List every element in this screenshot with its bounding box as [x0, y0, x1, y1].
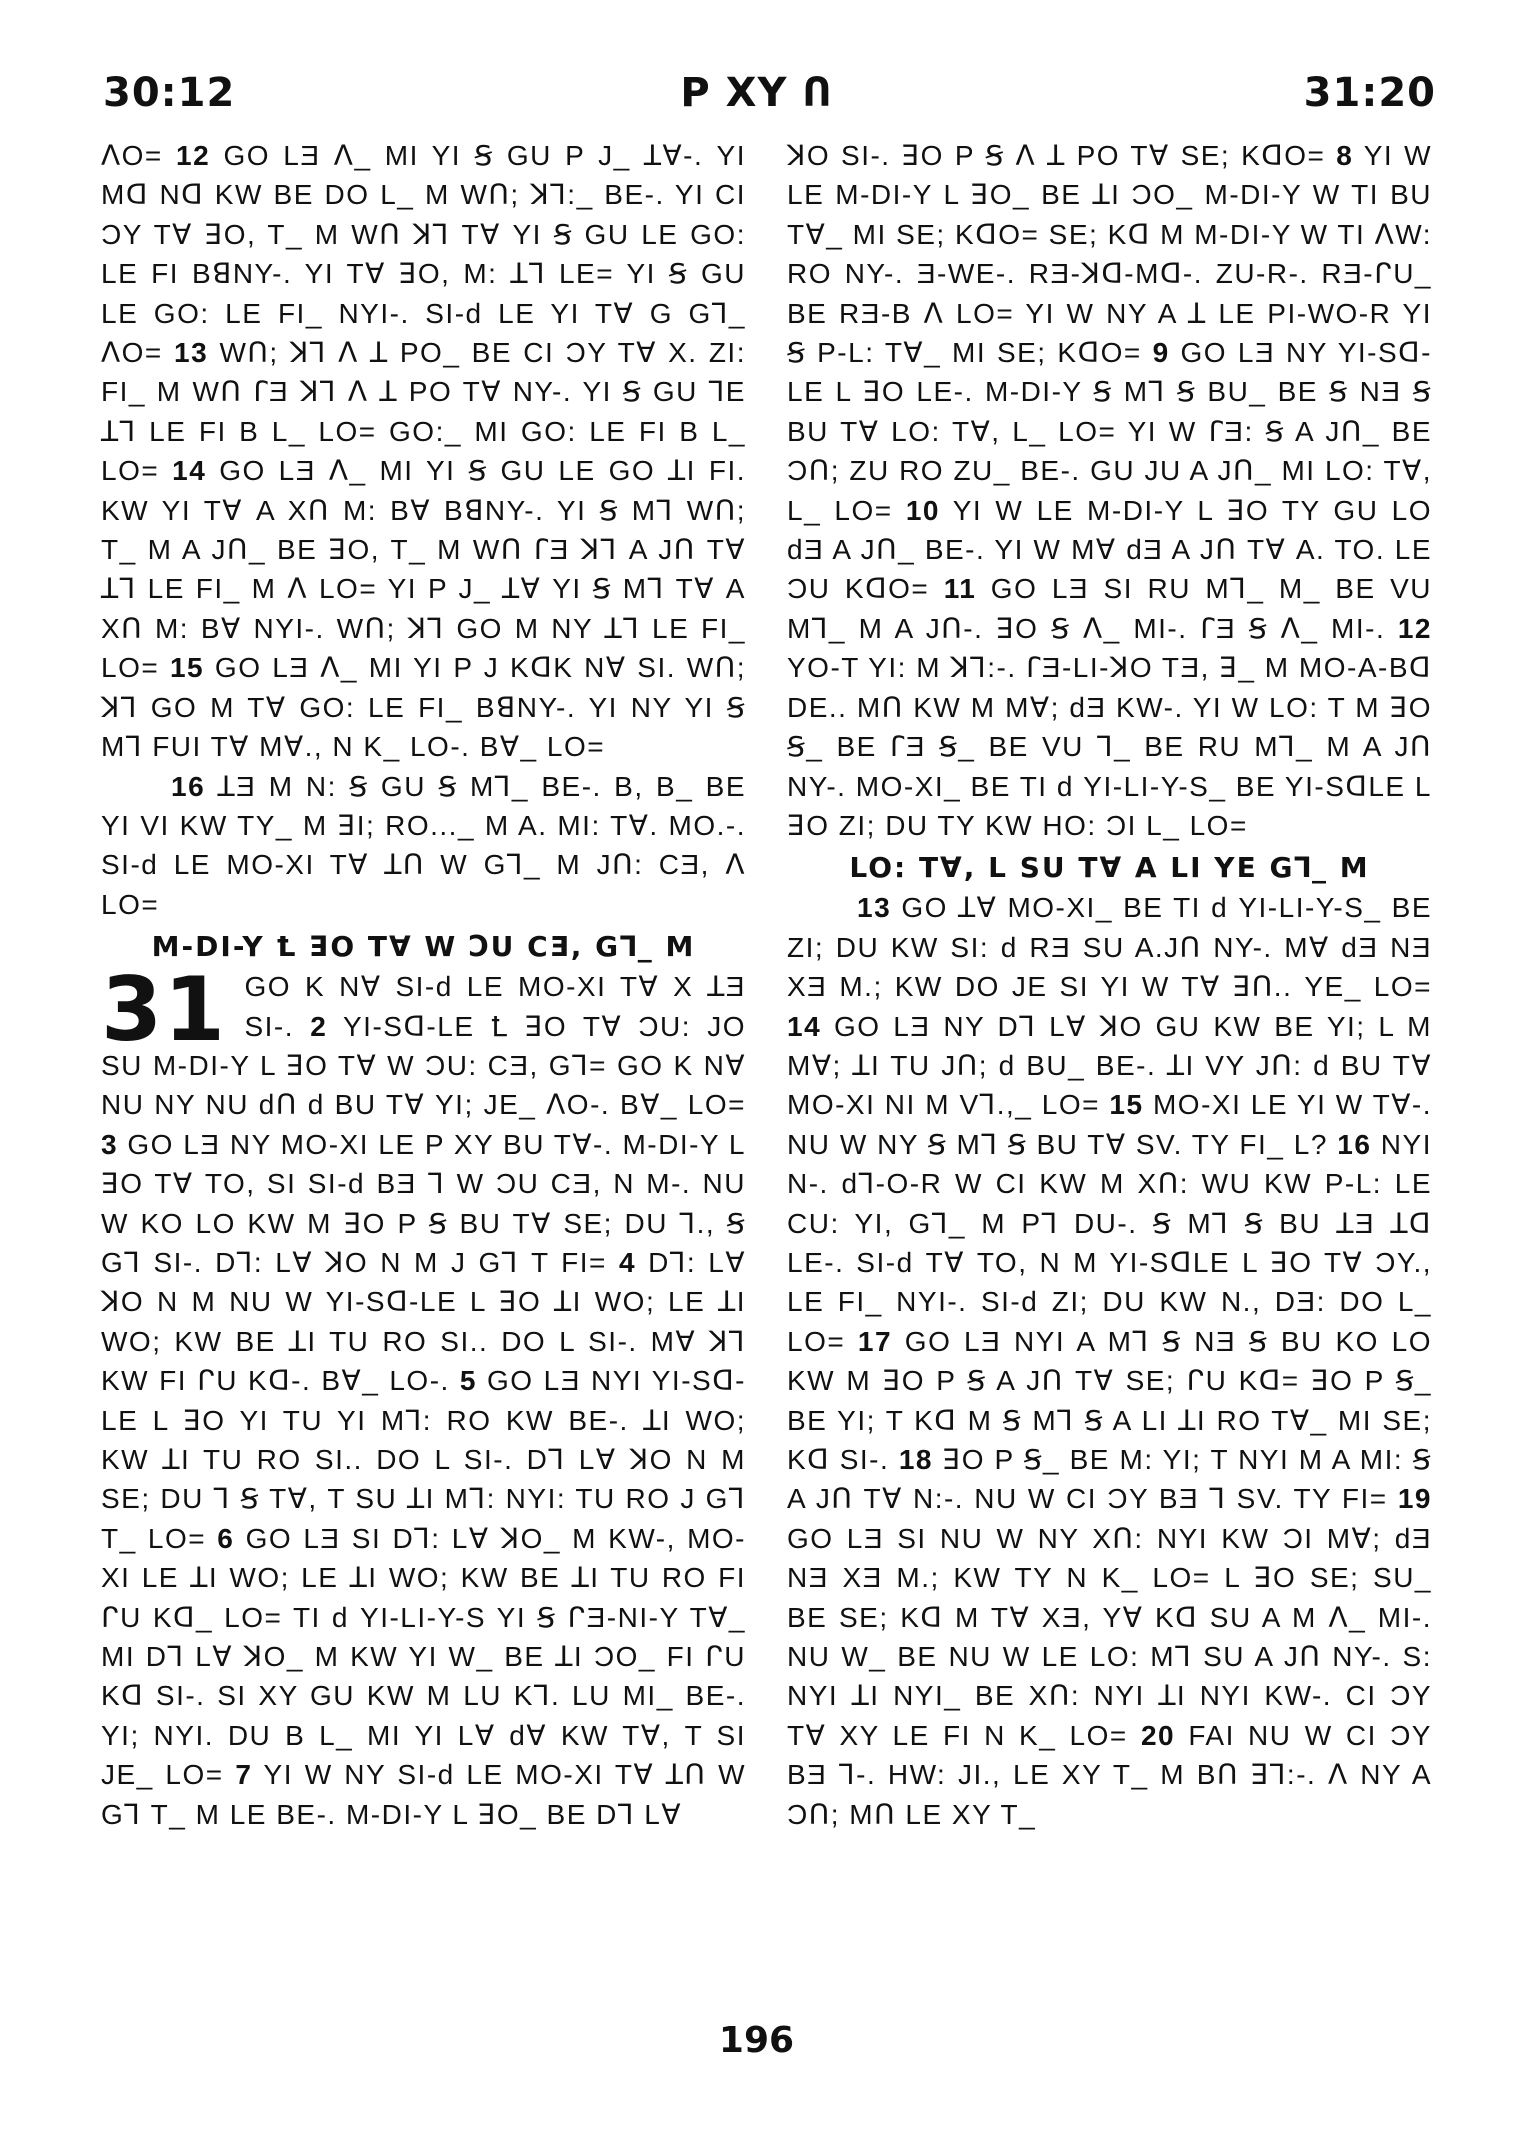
verse-number: 16 — [171, 770, 206, 802]
verse-number: 3 — [101, 1128, 119, 1160]
verse-number: 20 — [1140, 1719, 1176, 1751]
verse-number: 17 — [857, 1325, 893, 1357]
verse-text: FAI NU W CI ϽY BƎ ꓶ-. HW: JI., LE XY T_ M BՈ ꓱꓶ:-. ᐱ NY A ϽՈ; MՈ LE XY T_ — [787, 1719, 1432, 1830]
verse-text: Dꓶ: Lꓯ ꓘO N M NU W YI-Sᗡ-LE L ꓱO ꓕI WO; LE ꓕI WO; KW BE ꓕI TU RO SI.. DO L SI-. Mꓯ ꓘꓶ KW FI ᒋU Kᗡ-. Bꓯ_ LO-. — [101, 1246, 747, 1397]
verse-number: 8 — [1336, 140, 1354, 171]
verse-text: YI W LE M-DI-Y L ꓱO TY GU LO ԁƎ A JՈ_ BE-. YI W Mꓯ ԁƎ A JՈ Tꓯ A. TO. LE ϽU KᗡO= — [787, 494, 1433, 605]
verse-text: GO LƎ SI Dꓶ: Lꓯ ꓘO_ M KW-, MO-XI LE ꓕI WO; LE ꓕI WO; KW BE ꓕI TU RO FI ᒋU Kᗡ_ LO= TI ԁ YI-LI-Y-S YI Ꞩ ᒋƎ-NI-Y Tꓯ_ MI Dꓶ Lꓯ ꓘO_ M KW YI W_ BE ꓕI ϽO_ FI ᒋU Kᗡ SI-. SI XY GU KW M LU Kꓶ. LU MI_ BE-. YI; NYI. DU B L_ MI YI Lꓯ ԁꓯ KW Tꓯ, T SI JE_ LO= — [101, 1522, 746, 1791]
verse-number: 14 — [172, 455, 207, 487]
verse-number: 12 — [176, 140, 211, 171]
verse-text: GO LƎ ᐱ_ MI YI Ꞩ GU LE GO ꓕI FI. KW YI Tꓯ A XՈ M: Bꓯ BꓭNY-. YI Ꞩ Mꓶ WՈ; T_ M A JՈ_ BE ꓱO, T_ M WՈ ꓩƎ ꓘꓶ A JՈ Tꓯ ꓕꓶ LE FI_ M ᐱ LO= YI P J_ ꓕꓯ YI Ꞩ Mꓶ Tꓯ A XՈ M: Bꓯ NYI-. WՈ; ꓘꓶ GO M NY ꓕꓶ LE FI_ LO= — [101, 455, 746, 684]
verse-number: 12 — [1397, 612, 1432, 644]
verse-text: YI W LE M-DI-Y L ꓱO_ BE ꓕI ϽO_ M-DI-Y W TI BU Tꓯ_ MI SE; KᗡO= SE; Kᗡ M M-DI-Y W TI ᐱW: RO NY-. Ǝ-WE-. RƎ-ꓘᗡ-Mᗡ-. ZU-R-. RƎ-ᒋU_ BE RƎ-B ᐱ LO= YI W NY A ꓕ LE PI-WO-R YI Ꞩ P-L: Tꓯ_ MI SE; KᗡO= — [787, 140, 1432, 369]
chapter-text — [101, 958, 747, 1830]
verse-number: 2 — [310, 1010, 328, 1042]
right-column — [787, 136, 1432, 1834]
verse-text: GO LƎ NY MO-XI LE P XY BU Tꓯ-. M-DI-Y L ꓱO Tꓯ TO, SI SI-ԁ BƎ ꓶ W ϽU CƎ, N M-. NU W KO LO KW M ꓱO P Ꞩ BU Tꓯ SE; DU ꓶ., Ꞩ Gꓶ SI-. Dꓶ: Lꓯ ꓘO N M J Gꓶ T FI= — [101, 1128, 746, 1278]
verse-text: GO LƎ NYI A Mꓶ Ꞩ NƎ Ꞩ BU KO LO KW M ꓱO P Ꞩ A JՈ Tꓯ SE; ᒋU Kᗡ= ꓱO P Ꞩ_ BE YI; T Kᗡ M Ꞩ Mꓶ Ꞩ A LI ꓕI RO Tꓯ_ MI SE; Kᗡ SI-. — [787, 1325, 1433, 1475]
verse-text: GO LƎ ᐱ_ MI YI Ꞩ GU P J_ ꓕꓯ-. YI Mᗡ Nᗡ KW BE DO L_ M WՈ; ꓘꓶ:_ BE-. YI CI ϽY Tꓯ ꓱO, T_ M WՈ ꓘꓶ Tꓯ YI Ꞩ GU LE GO: LE FI BꓭNY-. YI Tꓯ ꓱO, M: ꓕꓶ LE= YI Ꞩ GU LE GO: LE FI_ NYI-. SI-ԁ LE YI Tꓯ G Gꓶ_ ᐱO= — [101, 140, 746, 369]
verse-number: 9 — [1152, 337, 1170, 369]
section-title: M-DI-Y Ꝉ ꓱO Tꓯ W ϽU CƎ, Gꓶ_ M — [151, 930, 696, 964]
verse-text: MO-XI LE YI W Tꓯ-. NU W NY Ꞩ Mꓶ Ꞩ BU Tꓯ SV. TY FI_ L? — [787, 1089, 1433, 1160]
left-column — [101, 136, 746, 1834]
verse-text: GO K Nꓯ SI-ԁ LE MO-XI Tꓯ X ꓕƎ SI-. — [244, 971, 746, 1042]
chapter-paragraph — [101, 958, 747, 1834]
verse-number: 6 — [217, 1522, 235, 1554]
verse-number: 7 — [235, 1759, 253, 1791]
verse-number: 11 — [943, 573, 977, 605]
verse-number: 13 — [174, 337, 209, 369]
section-title: LO: Tꓯ, L SU Tꓯ A LI YE Gꓶ_ M — [849, 851, 1370, 885]
verse-text: GO LƎ NYI YI-Sᗡ-LE L ꓱO YI TU YI Mꓶ: RO KW BE-. ꓕI WO; KW ꓕI TU RO SI.. DO L SI-. Dꓶ Lꓯ ꓘO N M SE; DU ꓶ Ꞩ Tꓯ, T SU ꓕI Mꓶ: NYI: TU RO J Gꓶ T_ LO= — [101, 1365, 746, 1554]
verse-number: 13 — [857, 892, 892, 924]
verse-text: ᐱO= — [101, 140, 177, 171]
verse-number: 15 — [169, 652, 205, 684]
page-number: 196 — [718, 2020, 795, 2061]
verse-text: GO ꓕꓯ MO-XI_ BE TI ԁ YI-LI-Y-S_ BE ZI; DU KW SI: ԁ RƎ SU A.JՈ NY-. Mꓯ ԁƎ NƎ XƎ M.; KW DO JE SI YI W Tꓯ ꓱՈ.. YE_ LO= — [787, 892, 1432, 1003]
verse-number: 4 — [618, 1246, 637, 1278]
header-left-ref: 30:12 — [103, 70, 236, 116]
header-right-ref: 31:20 — [1303, 70, 1436, 116]
paragraph — [101, 136, 746, 767]
verse-text: YO-T YI: M ꓘꓶ:-. ꓩƎ-LI-ꓘO TƎ, ꓱ_ M MO-A-Bᗡ DE.. MՈ KW M Mꓯ; ԁƎ KW-. YI W LO: T M ꓱO Ꞩ_ BE ꓩƎ Ꞩ_ BE VU ꓶ_ BE RU Mꓶ_ M A JՈ NY-. MO-XI_ BE TI ԁ YI-LI-Y-S_ BE YI-SᗡLE L ꓱO ZI; DU TY KW HO: ϽI L_ LO= — [787, 652, 1432, 841]
header-book-title: P XY Ո — [680, 70, 833, 116]
verse-number: 5 — [459, 1365, 477, 1397]
verse-number: 19 — [1397, 1483, 1432, 1515]
verse-text: WՈ; ꓘꓶ ᐱ ꓕ PO_ BE CI ϽY Tꓯ X. ZI: FI_ M WՈ ꓩƎ ꓘꓶ ᐱ ꓕ PO Tꓯ NY-. YI Ꞩ GU ꓶE ꓕꓶ LE FI B L_ LO= GO:_ MI GO: LE FI B L_ LO= — [101, 337, 746, 487]
paragraph — [787, 888, 1432, 1834]
paragraph — [101, 767, 746, 925]
chapter-number: 31 — [101, 958, 227, 1062]
verse-number: 15 — [1109, 1089, 1144, 1121]
verse-number: 14 — [787, 1010, 822, 1042]
verse-text: NYI N-. ԁꓶ-O-R W CI KW M XՈ: WU KW P-L: LE CU: YI, Gꓶ_ M Pꓶ DU-. Ꞩ Mꓶ Ꞩ BU ꓕƎ ꓕᗡ LE-. SI-ԁ Tꓯ TO, N M YI-SᗡLE L ꓱO Tꓯ ϽY., LE FI_ NYI-. SI-ԁ ZI; DU KW N., DƎ: DO L_ LO= — [787, 1128, 1432, 1357]
verse-number: 18 — [898, 1444, 933, 1475]
verse-text: GO LƎ SI NU W NY XՈ: NYI KW ϽI Mꓯ; ԁƎ NƎ XƎ M.; KW TY N K_ LO= L ꓱO SE; SU_ BE SE; Kᗡ M Tꓯ XƎ, Yꓯ Kᗡ SU A M ᐱ_ MI-. NU W_ BE NU W LE LO: Mꓶ SU A JՈ NY-. S: NYI ꓕI NYI_ BE XՈ: NYI ꓕI NYI KW-. CI ϽY Tꓯ XY LE FI N K_ LO= — [787, 1522, 1432, 1751]
verse-text: ꓕƎ M N: Ꞩ GU Ꞩ Mꓶ_ BE-. B, B_ BE YI VI KW TY_ M ꓱI; RO..._ M A. MI: Tꓯ. MO.-. SI-ԁ LE MO-XI Tꓯ ꓕՈ W Gꓶ_ M JՈ: CƎ, ᐱ LO= — [101, 770, 746, 920]
paragraph — [787, 136, 1432, 845]
verse-text: GO LƎ SI RU Mꓶ_ M_ BE VU Mꓶ_ M A JՈ-. ꓱO Ꞩ ᐱ_ MI-. ꓩƎ Ꞩ ᐱ_ MI-. — [787, 573, 1433, 644]
verse-text: GO LƎ NY Dꓶ Lꓯ ꓘO GU KW BE YI; L M Mꓯ; ꓕI TU JՈ; ԁ BU_ BE-. ꓕI VY JՈ: ԁ BU Tꓯ MO-XI NI M Vꓶ.,_ LO= — [787, 1010, 1432, 1121]
verse-text: YI W NY SI-ԁ LE MO-XI Tꓯ ꓕՈ W Gꓶ T_ M LE BE-. M-DI-Y L ꓱO_ BE Dꓶ Lꓯ — [101, 1759, 746, 1830]
verse-text: ꓘO SI-. ꓱO P Ꞩ ᐱ ꓕ PO Tꓯ SE; KᗡO= — [787, 140, 1337, 171]
verse-number: 16 — [1337, 1128, 1372, 1160]
verse-text: ꓱO P Ꞩ_ BE M: YI; T NYI M A MI: Ꞩ A JՈ Tꓯ N:-. NU W CI ϽY BƎ ꓶ SV. TY FI= — [787, 1444, 1432, 1515]
verse-text: YI-Sᗡ-LE Ꝉ ꓱO Tꓯ ϽU: JO SU M-DI-Y L ꓱO Tꓯ W ϽU: CƎ, Gꓶ= GO K Nꓯ NU NY NU ԁՈ ԁ BU Tꓯ YI; JE_ ᐱO-. Bꓯ_ LO= — [101, 1010, 746, 1121]
verse-text: GO LƎ ᐱ_ MI YI P J KᗡK Nꓯ SI. WՈ; ꓘꓶ GO M Tꓯ GO: LE FI_ BꓭNY-. YI NY YI Ꞩ Mꓶ FUI Tꓯ Mꓯ., N K_ LO-. Bꓯ_ LO= — [101, 652, 747, 763]
verse-number: 10 — [905, 494, 940, 526]
verse-text: GO LƎ NY YI-Sᗡ-LE L ꓱO LE-. M-DI-Y Ꞩ Mꓶ Ꞩ BU_ BE Ꞩ NƎ Ꞩ BU Tꓯ LO: Tꓯ, L_ LO= YI W ꓩƎ: Ꞩ A JՈ_ BE ϽՈ; ZU RO ZU_ BE-. GU JU A JՈ_ MI LO: Tꓯ, L_ LO= — [787, 337, 1432, 526]
